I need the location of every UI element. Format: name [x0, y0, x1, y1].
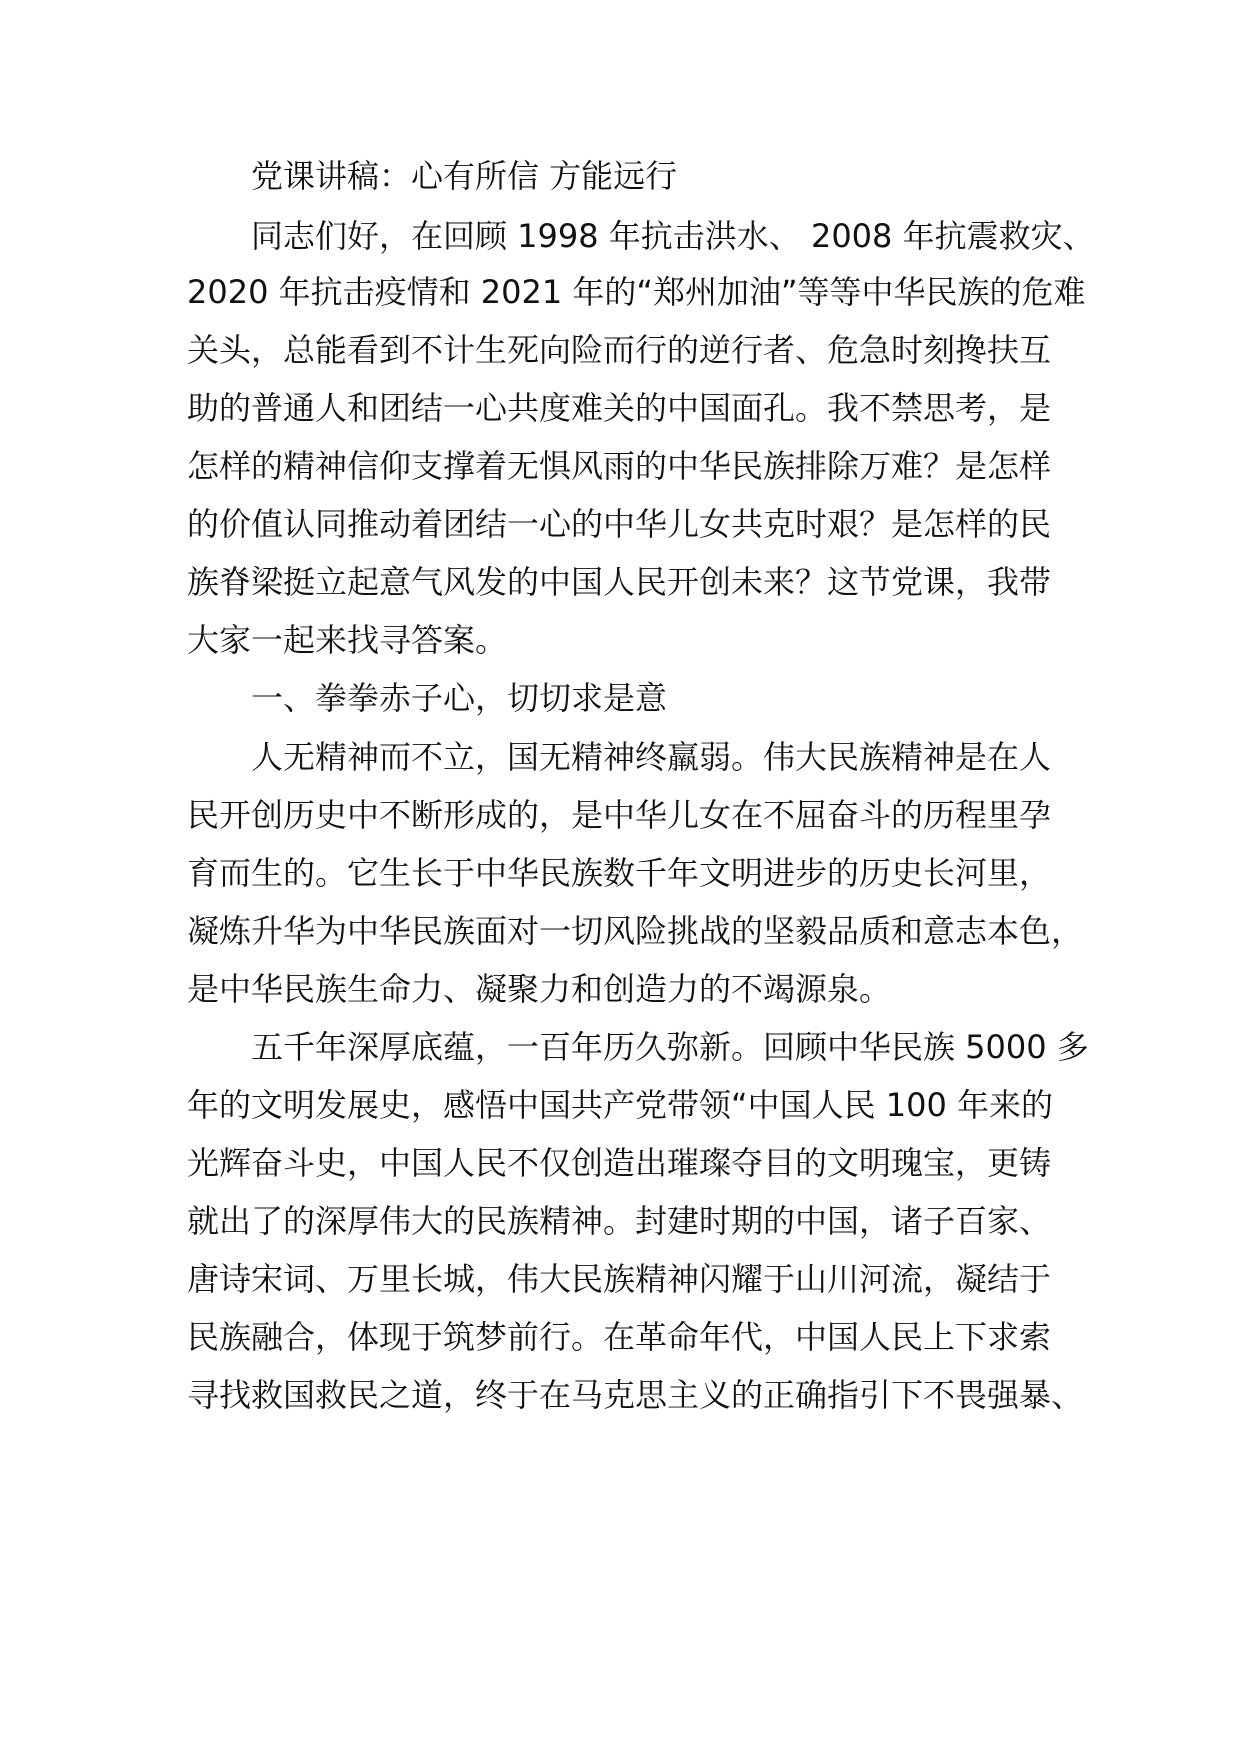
paragraph-3-line-3: 光辉奋斗史，中国人民不仅创造出璀璨夺目的文明瑰宝，更铸 — [187, 1144, 1052, 1182]
paragraph-3-line-4: 就出了的深厚伟大的民族精神。封建时期的中国，诸子百家、 — [187, 1202, 1052, 1240]
paragraph-2-line-5: 是中华民族生命力、凝聚力和创造力的不竭源泉。 — [187, 970, 892, 1008]
paragraph-1-line-6: 的价值认同推动着团结一心的中华儿女共克时艰？是怎样的民 — [187, 505, 1052, 543]
document-title: 党课讲稿：心有所信 方能远行 — [251, 157, 678, 195]
paragraph-2-line-4: 凝炼升华为中华民族面对一切风险挑战的坚毅品质和意志本色， — [187, 912, 1084, 950]
section-heading-1: 一、拳拳赤子心，切切求是意 — [251, 679, 668, 717]
paragraph-1-line-4: 助的普通人和团结一心共度难关的中国面孔。我不禁思考，是 — [187, 389, 1052, 427]
paragraph-3-line-7: 寻找救国救民之道，终于在马克思主义的正确指引下不畏强暴、 — [187, 1376, 1084, 1414]
paragraph-3-line-2: 年的文明发展史，感悟中国共产党带领“中国人民 100 年来的 — [187, 1086, 1054, 1124]
paragraph-3-line-5: 唐诗宋词、万里长城，伟大民族精神闪耀于山川河流，凝结于 — [187, 1260, 1052, 1298]
paragraph-3-line-1: 五千年深厚底蕴，一百年历久弥新。回顾中华民族 5000 多 — [251, 1028, 1089, 1066]
paragraph-1-line-1: 同志们好，在回顾 1998 年抗击洪水、 2008 年抗震救灾、 — [251, 217, 1095, 255]
paragraph-3-line-6: 民族融合，体现于筑梦前行。在革命年代，中国人民上下求索 — [187, 1318, 1052, 1356]
paragraph-2-line-3: 育而生的。它生长于中华民族数千年文明进步的历史长河里， — [187, 854, 1052, 892]
paragraph-1-line-3: 关头，总能看到不计生死向险而行的逆行者、危急时刻搀扶互 — [187, 331, 1052, 369]
paragraph-1-line-5: 怎样的精神信仰支撑着无惧风雨的中华民族排除万难？是怎样 — [187, 447, 1052, 485]
paragraph-2-line-1: 人无精神而不立，国无精神终羸弱。伟大民族精神是在人 — [251, 738, 1052, 776]
paragraph-1-line-2: 2020 年抗击疫情和 2021 年的“郑州加油”等等中华民族的危难 — [187, 273, 1086, 311]
paragraph-2-line-2: 民开创历史中不断形成的，是中华儿女在不屈奋斗的历程里孕 — [187, 796, 1052, 834]
paragraph-1-line-8: 大家一起来找寻答案。 — [187, 621, 508, 659]
paragraph-1-line-7: 族脊梁挺立起意气风发的中国人民开创未来？这节党课，我带 — [187, 563, 1052, 601]
